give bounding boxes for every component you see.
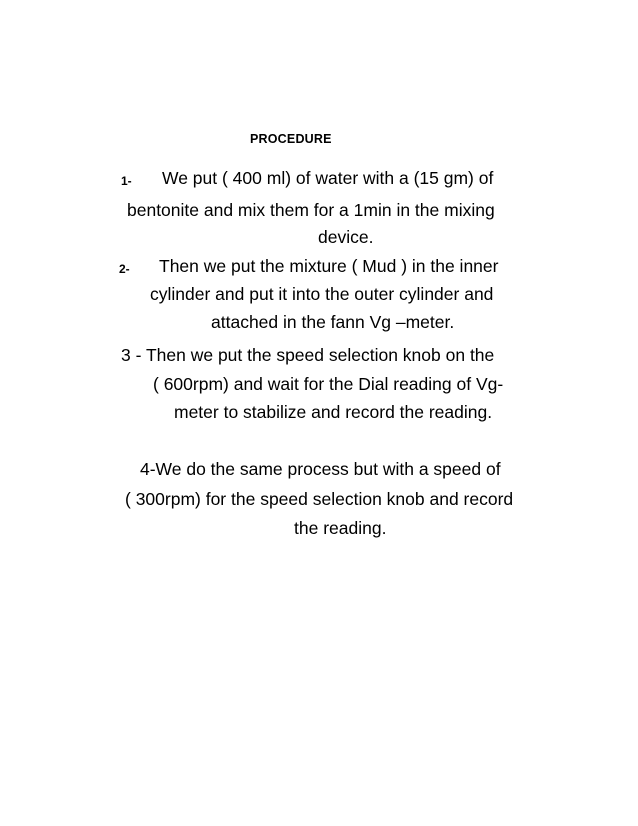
step-2-number: 2-	[119, 262, 130, 276]
step-1-number: 1-	[121, 174, 132, 188]
step-4-line-2: ( 300rpm) for the speed selection knob and record	[125, 489, 514, 509]
step-1-line-2: bentonite and mix them for a 1min in the mixing	[127, 200, 495, 220]
step-2-line-2: cylinder and put it into the outer cylinder and	[150, 284, 494, 304]
step-3-line-2: ( 600rpm) and wait for the Dial reading of Vg-	[153, 374, 504, 394]
page-title: PROCEDURE	[250, 132, 332, 146]
step-4-line-1: 4-We do the same process but with a speed of	[140, 459, 501, 479]
step-3-line-1: 3 - Then we put the speed selection knob on the	[121, 345, 495, 365]
step-2-line-3: attached in the fann Vg –meter.	[211, 312, 455, 332]
step-1-line-1: We put ( 400 ml) of water with a (15 gm) of	[162, 168, 494, 188]
step-4-line-3: the reading.	[294, 518, 387, 538]
step-2-line-1: Then we put the mixture ( Mud ) in the inner	[159, 256, 499, 276]
step-3-line-3: meter to stabilize and record the reading.	[174, 402, 493, 422]
step-1-line-3: device.	[318, 227, 374, 247]
